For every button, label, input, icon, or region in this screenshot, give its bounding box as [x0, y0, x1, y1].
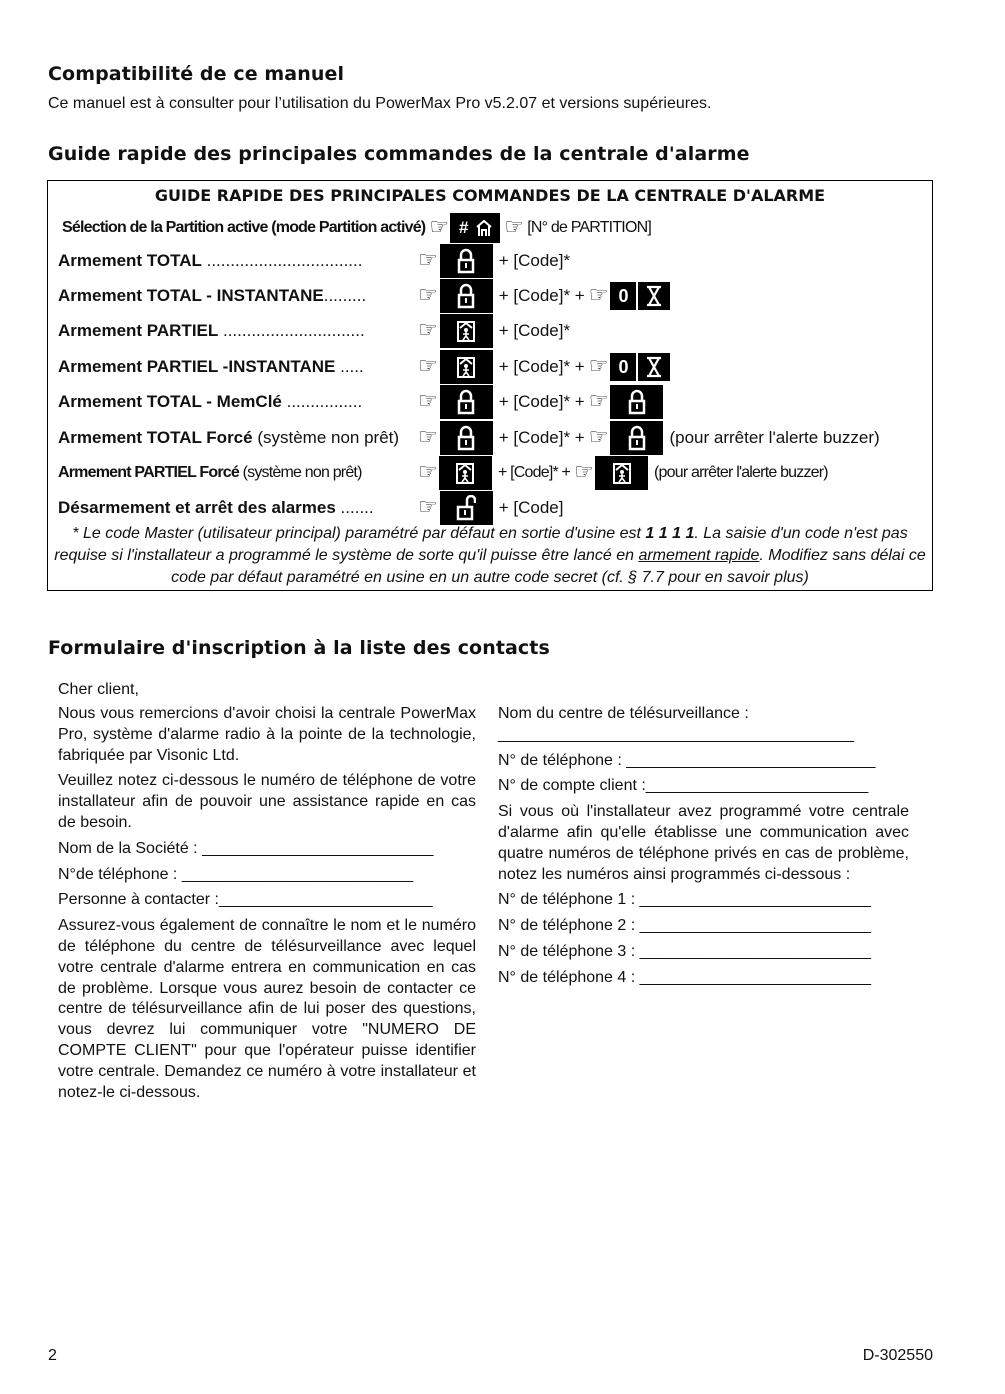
- command-name: Armement PARTIEL Forcé: [58, 464, 239, 481]
- form-fill-line: N° de téléphone : ____________________________: [498, 751, 876, 769]
- press-hand-icon: ☞: [418, 318, 438, 343]
- form-fill-line: Nom du centre de télésurveillance : ________________________________________: [498, 705, 854, 743]
- unlock-key-icon: [440, 491, 493, 525]
- leader-dots: .....: [335, 357, 364, 376]
- command-label: [58, 464, 418, 482]
- lock-key-icon: [610, 421, 663, 455]
- command-condition: (mode Partition activé): [267, 219, 426, 236]
- command-sequence-text: + [Code]: [498, 498, 564, 517]
- command-row: [58, 421, 884, 455]
- press-hand-icon: ☞: [418, 354, 438, 379]
- lock-key-icon: [440, 244, 493, 278]
- form-fill-line: N° de téléphone 3 : __________________________: [498, 942, 871, 960]
- home-key-icon: [439, 456, 492, 490]
- footnote-text: . La saisie d'un code n'est pas requise si l'installateur a programmé le système de sorte qu'il puisse être lancé en: [54, 525, 908, 564]
- press-hand-icon: ☞: [588, 425, 609, 450]
- form-paragraph: Si vous où l'installateur avez programmé votre centrale d'alarme afin qu'elle établisse une communication avec quatre numéros de téléphone privés en cas de problème, notez les numéros ainsi programmés ci-dessous :: [498, 803, 909, 883]
- compat-heading: Compatibilité de ce manuel: [48, 63, 345, 85]
- press-hand-icon: ☞: [418, 283, 438, 308]
- command-row: [58, 456, 832, 490]
- form-paragraph: Nous vous remercions d'avoir choisi la centrale PowerMax Pro, système d'alarme radio à la pointe de la technologie, fabriquée par Visonic Ltd.: [58, 705, 476, 764]
- command-row: [58, 491, 567, 525]
- form-heading: Formulaire d'inscription à la liste des contacts: [48, 637, 550, 659]
- lock-key-icon: [440, 421, 493, 455]
- quick-guide-footnote: [48, 523, 932, 589]
- leader-dots: ................: [281, 392, 363, 411]
- hourglass-key-icon: [638, 353, 670, 381]
- command-name: Armement TOTAL: [58, 251, 202, 270]
- command-name: Armement PARTIEL: [58, 321, 219, 340]
- command-name: Armement PARTIEL -INSTANTANE: [58, 357, 336, 376]
- press-hand-icon: ☞: [504, 215, 524, 240]
- guide-heading: Guide rapide des principales commandes de la centrale d'alarme: [48, 143, 750, 165]
- command-row: [58, 279, 672, 313]
- command-name: Armement TOTAL - MemClé: [58, 392, 282, 411]
- leader-dots: .......: [335, 498, 374, 517]
- command-sequence-text: [N° de PARTITION]: [527, 219, 651, 236]
- form-fill-line: Nom de la Société : __________________________: [58, 839, 434, 857]
- command-sequence-text: + [Code]* +: [498, 357, 585, 376]
- form-paragraph: Assurez-vous également de connaître le nom et le numéro de téléphone du centre de télésurveillance avec lequel votre centrale d'alarme entrera en communication en cas de problème. Lorsque vous aurez besoin de contacter ce centre de télésurveillance afin de lui poser des questions, vous devrez lui communiquer votre "NUMERO DE COMPTE CLIENT" pour que l'opérateur puisse identifier votre centrale. Demandez ce numéro à votre installateur et notez-le ci-dessous.: [58, 917, 476, 1101]
- command-sequence-text: + [Code]*: [498, 251, 571, 270]
- compat-text: Ce manuel est à consulter pour l’utilisation du PowerMax Pro v5.2.07 et versions supérieures.: [48, 95, 712, 112]
- form-fill-line: N° de compte client :_________________________: [498, 777, 869, 795]
- press-hand-icon: ☞: [418, 425, 438, 450]
- footnote-text: * Le code Master (utilisateur principal) paramétré par défaut en sortie d'usine est: [72, 525, 646, 542]
- command-name: Armement TOTAL - INSTANTANE: [58, 286, 324, 305]
- greeting: Cher client,: [58, 681, 139, 698]
- press-hand-icon: ☞: [574, 460, 594, 485]
- footnote-text: . Modifiez sans délai ce code par défaut paramétré en usine en un autre code secret (cf. § 7.7 pour en savoir plus): [171, 547, 926, 586]
- quick-guide-title: GUIDE RAPIDE DES PRINCIPALES COMMANDES DE LA CENTRALE D'ALARME: [154, 186, 826, 205]
- hourglass-key-icon: [638, 282, 670, 310]
- lock-key-icon: [610, 385, 663, 419]
- command-sequence-text: + [Code]*: [498, 321, 571, 340]
- press-hand-icon: ☞: [588, 389, 609, 414]
- lock-key-icon: [440, 385, 493, 419]
- form-left-column: [58, 704, 476, 1108]
- zero-key-icon: 0: [610, 353, 636, 381]
- leader-dots: .........: [323, 286, 367, 305]
- quick-guide-table: [47, 180, 933, 591]
- press-hand-icon: ☞: [418, 248, 438, 273]
- press-hand-icon: ☞: [429, 215, 449, 240]
- command-row: [58, 350, 672, 384]
- press-hand-icon: ☞: [588, 283, 609, 308]
- command-sequence-text: (pour arrêter l'alerte buzzer): [669, 428, 880, 447]
- home-key-icon: [595, 456, 648, 490]
- form-right-column: [498, 704, 909, 994]
- command-label: [62, 219, 425, 237]
- command-name: Désarmement et arrêt des alarmes: [58, 498, 336, 517]
- form-fill-line: N° de téléphone 4 : __________________________: [498, 968, 871, 986]
- command-sequence-text: + [Code]* +: [498, 392, 585, 411]
- page-number: 2: [48, 1347, 57, 1364]
- press-hand-icon: ☞: [418, 389, 438, 414]
- press-hand-icon: ☞: [588, 354, 609, 379]
- lock-key-icon: [440, 279, 493, 313]
- form-fill-line: N° de téléphone 1 : __________________________: [498, 891, 871, 909]
- command-label: [58, 392, 418, 412]
- command-row: [58, 385, 667, 419]
- hash-home-key-icon: #: [450, 213, 500, 243]
- quick-arm-reference: armement rapide: [638, 547, 760, 564]
- form-fill-line: Personne à contacter :________________________: [58, 891, 433, 909]
- command-label: [58, 286, 418, 306]
- press-hand-icon: ☞: [418, 495, 438, 520]
- leader-dots: .................................: [201, 251, 363, 270]
- form-paragraph: Veuillez notez ci-dessous le numéro de téléphone de votre installateur afin de pouvoir une assistance rapide en cas de besoin.: [58, 772, 476, 831]
- command-condition: (système non prêt): [238, 464, 362, 481]
- command-row: [58, 244, 574, 278]
- command-name: Armement TOTAL Forcé: [58, 428, 253, 447]
- press-hand-icon: ☞: [418, 460, 437, 485]
- command-label: [58, 321, 418, 341]
- home-key-icon: [440, 350, 493, 384]
- zero-key-icon: 0: [610, 282, 636, 310]
- command-label: [58, 498, 418, 518]
- command-row: [62, 211, 655, 245]
- command-name: Sélection de la Partition active: [62, 219, 268, 236]
- home-key-icon: [440, 314, 493, 348]
- command-sequence-text: + [Code]* +: [497, 464, 571, 481]
- command-sequence-text: + [Code]* +: [498, 428, 585, 447]
- command-row: [58, 314, 574, 348]
- command-condition: (système non prêt): [252, 428, 400, 447]
- form-fill-line: N°de téléphone : __________________________: [58, 865, 414, 883]
- command-label: [58, 428, 418, 448]
- command-label: [58, 251, 418, 271]
- document-reference: D-302550: [862, 1347, 933, 1364]
- form-fill-line: N° de téléphone 2 : __________________________: [498, 917, 871, 935]
- leader-dots: ..............................: [218, 321, 365, 340]
- command-sequence-text: (pour arrêter l'alerte buzzer): [654, 464, 828, 481]
- command-label: [58, 357, 418, 377]
- command-sequence-text: + [Code]* +: [498, 286, 585, 305]
- default-master-code: 1 1 1 1: [645, 525, 695, 542]
